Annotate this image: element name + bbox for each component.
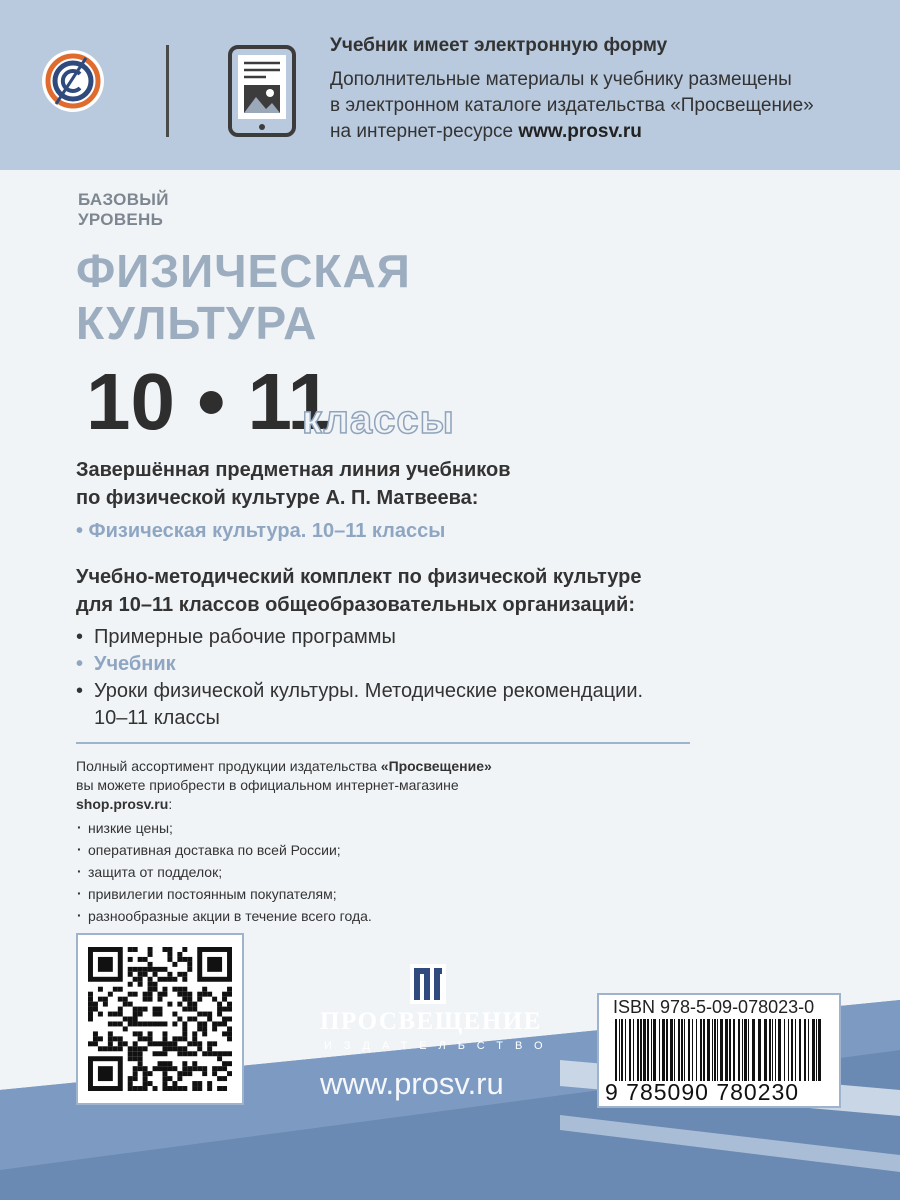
shop-line-3-suffix: : xyxy=(168,796,173,812)
shop-benefit-item: · оперативная доставка по всей России; xyxy=(76,839,372,861)
series-heading-line-2: по физической культуре А. П. Матвеева: xyxy=(76,487,479,509)
shop-publisher-name: «Просвещение» xyxy=(380,758,492,774)
kit-item-continuation: 10–11 классы xyxy=(94,707,220,729)
publisher-subtitle: ИЗДАТЕЛЬСТВО xyxy=(324,1040,555,1052)
kit-heading-line-2: для 10–11 классов общеобразовательных организаций: xyxy=(76,594,635,616)
qr-code-icon xyxy=(88,945,232,1093)
eform-description xyxy=(330,67,870,145)
eform-website-link[interactable]: www.prosv.ru xyxy=(518,121,642,142)
kit-list xyxy=(76,624,776,732)
series-item: • Физическая культура. 10–11 классы xyxy=(76,520,446,542)
shop-benefit-item: · низкие цены; xyxy=(76,817,372,839)
publisher-website[interactable]: www.prosv.ru xyxy=(320,1066,504,1101)
eform-line-1: Дополнительные материалы к учебнику размещены xyxy=(330,69,792,90)
shop-line-2: вы можете приобрести в официальном интернет-магазине xyxy=(76,777,459,793)
tablet-icon xyxy=(228,45,296,137)
shop-benefit-item: · защита от подделок; xyxy=(76,861,372,883)
series-heading xyxy=(76,456,511,512)
book-title-line-2: КУЛЬТУРА xyxy=(76,297,318,349)
shop-line-1 xyxy=(76,757,556,776)
eform-line-3-prefix: на интернет-ресурсе xyxy=(330,121,519,142)
kit-item-highlighted: • Учебник xyxy=(76,651,776,678)
publisher-name: ПРОСВЕЩЕНИЕ xyxy=(320,1008,542,1035)
level-label xyxy=(78,190,169,230)
shop-benefits-list xyxy=(76,817,372,927)
isbn-number: ISBN 978-5-09-078023-0 xyxy=(613,997,815,1017)
barcode-digits: 9 785090 780230 xyxy=(605,1079,800,1105)
book-title xyxy=(76,245,411,349)
eform-logo-icon xyxy=(40,48,106,114)
qr-code-frame[interactable] xyxy=(76,933,244,1105)
publisher-logo-icon xyxy=(408,960,448,1006)
eform-title: Учебник имеет электронную форму xyxy=(330,35,668,56)
eform-line-2: в электронном каталоге издательства «Просвещение» xyxy=(330,95,814,116)
level-line-1: БАЗОВЫЙ xyxy=(78,190,169,209)
shop-line-1-prefix: Полный ассортимент продукции издательства xyxy=(76,758,381,774)
section-divider xyxy=(76,742,690,744)
grades-word: классы xyxy=(302,398,455,442)
kit-item: • Уроки физической культуры. Методические рекомендации. xyxy=(76,678,776,705)
kit-heading-line-1: Учебно-методический комплект по физической культуре xyxy=(76,566,642,588)
book-title-line-1: ФИЗИЧЕСКАЯ xyxy=(76,245,411,297)
kit-heading xyxy=(76,563,642,619)
series-heading-line-1: Завершённая предметная линия учебников xyxy=(76,459,511,481)
shop-description xyxy=(76,757,556,814)
eform-line-3 xyxy=(330,119,870,145)
level-line-2: УРОВЕНЬ xyxy=(78,210,164,229)
header-band xyxy=(0,0,900,170)
shop-line-3 xyxy=(76,795,556,814)
shop-link[interactable]: shop.prosv.ru xyxy=(76,796,169,812)
kit-item: • Примерные рабочие программы xyxy=(76,624,776,651)
grades-number: 10 • 11 xyxy=(86,357,333,446)
barcode-icon xyxy=(611,1019,829,1081)
shop-benefit-item: · привилегии постоянным покупателям; xyxy=(76,883,372,905)
isbn-block xyxy=(597,993,841,1108)
shop-benefit-item: · разнообразные акции в течение всего года. xyxy=(76,905,372,927)
header-divider xyxy=(166,45,169,137)
